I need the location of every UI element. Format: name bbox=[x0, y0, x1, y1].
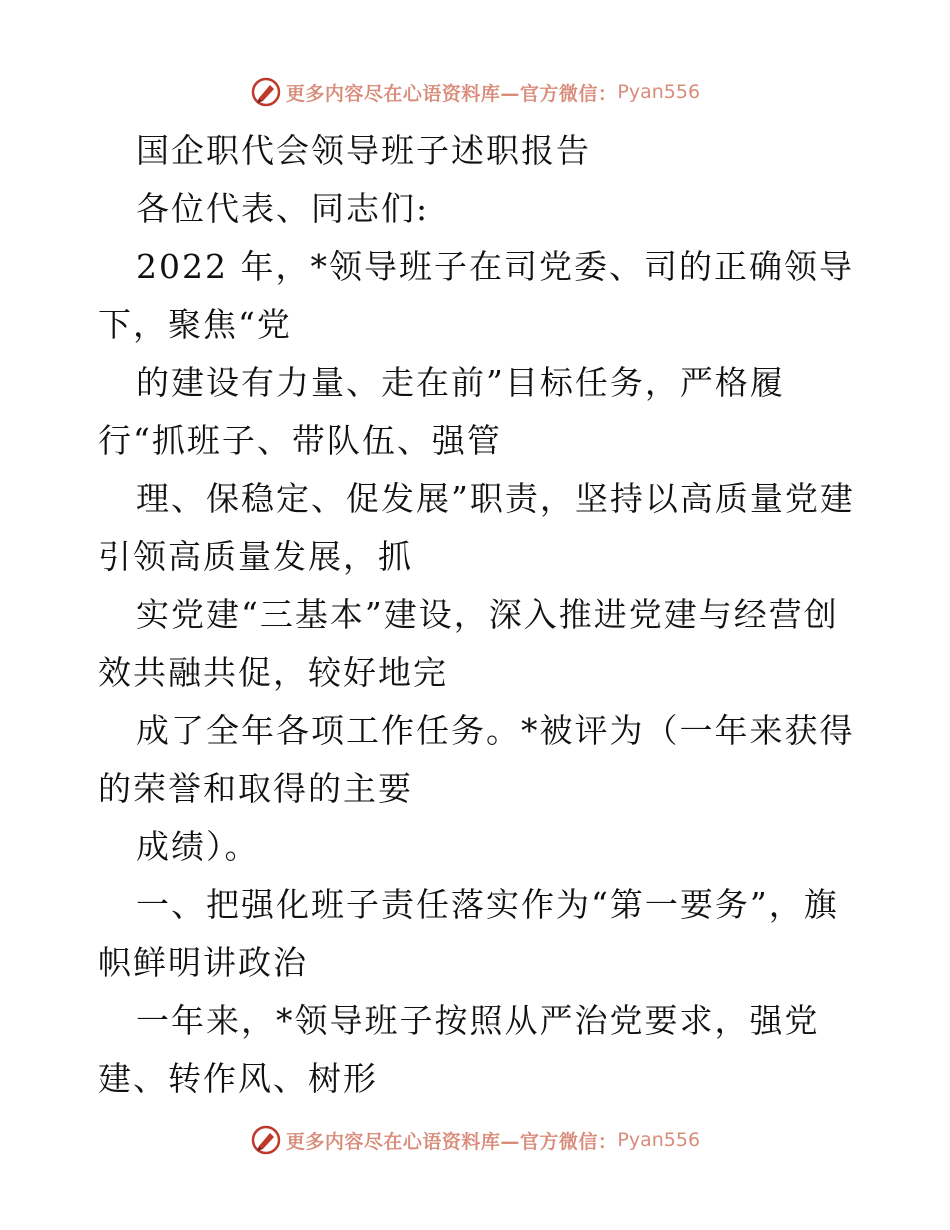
doc-line: 理、保稳定、促发展”职责，坚持以高质量党建 bbox=[136, 479, 855, 518]
doc-line: 帜鲜明讲政治 bbox=[98, 943, 308, 982]
pen-logo-icon bbox=[250, 1124, 282, 1156]
doc-line: 2022 年，*领导班子在司党委、司的正确领导 bbox=[136, 247, 854, 286]
doc-line: 引领高质量发展，抓 bbox=[98, 537, 413, 576]
watermark-footer bbox=[0, 1120, 950, 1160]
watermark-text: 更多内容尽在心语资料库—官方微信： bbox=[285, 82, 618, 105]
doc-line: 的建设有力量、走在前”目标任务，严格履 bbox=[136, 363, 785, 402]
watermark-header bbox=[0, 72, 950, 112]
doc-line: 建、转作风、树形 bbox=[98, 1059, 378, 1098]
doc-line: 一年来，*领导班子按照从严治党要求，强党 bbox=[136, 1001, 820, 1040]
watermark-id: Pyan556 bbox=[617, 81, 701, 103]
doc-line: 的荣誉和取得的主要 bbox=[98, 769, 413, 808]
doc-line: 下，聚焦“党 bbox=[98, 305, 292, 344]
document-body bbox=[98, 122, 858, 1108]
watermark-text: 更多内容尽在心语资料库—官方微信： bbox=[285, 1130, 618, 1153]
doc-line: 各位代表、同志们: bbox=[136, 189, 430, 228]
doc-line: 成绩）。 bbox=[136, 827, 260, 866]
section-heading: 一、把强化班子责任落实作为“第一要务”，旗 bbox=[136, 885, 839, 924]
doc-line: 实党建“三基本”建设，深入推进党建与经营创 bbox=[136, 595, 839, 634]
doc-line: 效共融共促，较好地完 bbox=[98, 653, 448, 692]
doc-title: 国企职代会领导班子述职报告 bbox=[136, 131, 591, 170]
pen-logo-icon bbox=[250, 76, 282, 108]
watermark-id: Pyan556 bbox=[617, 1129, 701, 1151]
doc-line: 成了全年各项工作任务。*被评为（一年来获得 bbox=[136, 711, 855, 750]
doc-line: 行“抓班子、带队伍、强管 bbox=[98, 421, 502, 460]
